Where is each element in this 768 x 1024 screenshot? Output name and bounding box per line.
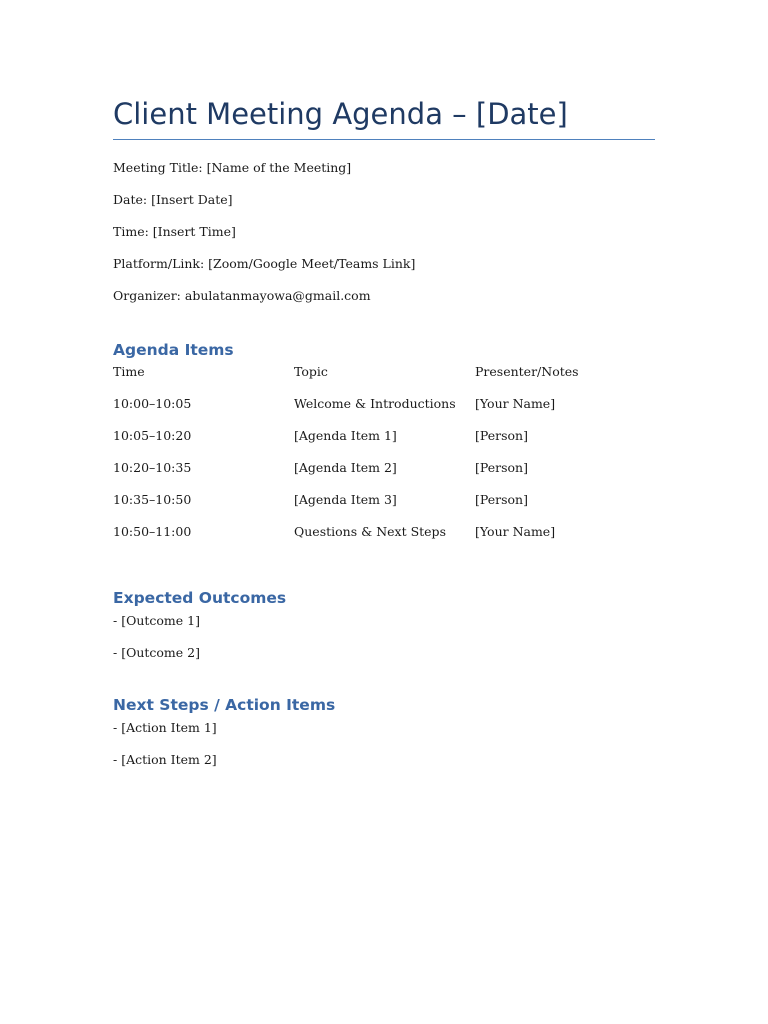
table-row (113, 427, 655, 445)
list-item: - [Action Item 2] (113, 752, 217, 767)
agenda-table-header (113, 363, 655, 381)
row-presenter: [Your Name] (475, 524, 556, 539)
row-presenter: [Person] (475, 428, 528, 443)
meeting-time-line: Time: [Insert Time] (113, 224, 236, 239)
meeting-title-line: Meeting Title: [Name of the Meeting] (113, 160, 352, 175)
meeting-platform-line: Platform/Link: [Zoom/Google Meet/Teams Link] (113, 256, 416, 271)
column-header-presenter: Presenter/Notes (475, 364, 579, 379)
row-topic: Welcome & Introductions (294, 396, 456, 411)
table-row (113, 491, 655, 509)
meeting-date-line: Date: [Insert Date] (113, 192, 233, 207)
title-underline (113, 139, 655, 140)
meeting-organizer-line: Organizer: abulatanmayowa@gmail.com (113, 288, 371, 303)
row-topic: [Agenda Item 3] (294, 492, 397, 507)
row-time: 10:50–11:00 (113, 524, 192, 539)
list-item: - [Action Item 1] (113, 720, 217, 735)
row-time: 10:35–10:50 (113, 492, 192, 507)
expected-outcomes-heading: Expected Outcomes (113, 589, 287, 607)
row-topic: Questions & Next Steps (294, 524, 446, 539)
row-topic: [Agenda Item 1] (294, 428, 397, 443)
table-row (113, 523, 655, 541)
table-row (113, 395, 655, 413)
row-topic: [Agenda Item 2] (294, 460, 397, 475)
next-steps-heading: Next Steps / Action Items (113, 696, 336, 714)
table-row (113, 459, 655, 477)
agenda-items-heading: Agenda Items (113, 341, 234, 359)
row-presenter: [Your Name] (475, 396, 556, 411)
row-time: 10:05–10:20 (113, 428, 192, 443)
row-time: 10:20–10:35 (113, 460, 192, 475)
row-presenter: [Person] (475, 460, 528, 475)
list-item: - [Outcome 2] (113, 645, 200, 660)
list-item: - [Outcome 1] (113, 613, 200, 628)
document-title: Client Meeting Agenda – [Date] (113, 97, 568, 131)
column-header-time: Time (113, 364, 145, 379)
row-time: 10:00–10:05 (113, 396, 192, 411)
row-presenter: [Person] (475, 492, 528, 507)
column-header-topic: Topic (294, 364, 328, 379)
